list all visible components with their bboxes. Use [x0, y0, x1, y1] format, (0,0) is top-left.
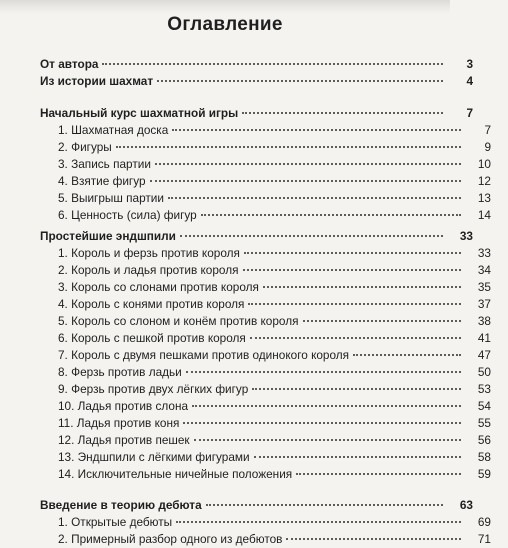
dot-leader	[183, 422, 461, 424]
toc-entry[interactable]	[0, 190, 508, 207]
dot-leader	[242, 112, 443, 114]
toc-entry-label: 11. Ладья против коня	[58, 416, 180, 430]
toc-entry-label: Из истории шахмат	[40, 74, 154, 88]
toc-page-number: 33	[459, 229, 473, 243]
dot-leader	[116, 146, 461, 148]
toc-entry[interactable]	[0, 466, 508, 483]
toc-entry[interactable]	[0, 296, 508, 313]
toc-entry[interactable]	[0, 207, 508, 224]
toc-page-number: 34	[477, 263, 491, 277]
dot-leader	[244, 252, 461, 254]
toc-entry-label: 2. Примерный разбор одного из дебютов	[58, 532, 283, 546]
toc-page-number: 12	[477, 174, 491, 188]
toc-entry[interactable]	[0, 262, 508, 279]
toc-section-simple-endgames[interactable]	[0, 228, 490, 245]
toc-entry[interactable]	[0, 156, 508, 173]
toc-page-number: 37	[477, 297, 491, 311]
dot-leader	[102, 63, 443, 65]
toc-page-number: 13	[477, 191, 491, 205]
toc-page-number: 10	[477, 157, 491, 171]
toc-entry[interactable]	[0, 122, 508, 139]
dot-leader	[172, 129, 461, 131]
dot-leader	[194, 439, 461, 441]
toc-page-number: 41	[477, 331, 491, 345]
toc-entry[interactable]	[0, 245, 508, 262]
dot-leader	[168, 197, 461, 199]
toc-entry-label: 9. Ферзь против двух лёгких фигур	[58, 382, 249, 396]
toc-page-number: 63	[459, 498, 473, 512]
toc-entry-label: 6. Ценность (сила) фигур	[58, 208, 197, 222]
toc-entry[interactable]	[0, 514, 508, 531]
toc-page-number: 33	[477, 246, 491, 260]
toc-page-number: 56	[477, 433, 491, 447]
toc-entry-label: 1. Открытые дебюты	[58, 515, 173, 529]
dot-leader	[286, 538, 461, 540]
previous-page-residue	[0, 0, 450, 14]
toc-entry[interactable]	[0, 381, 508, 398]
toc-entry-label: 5. Король со слоном и конём против короля	[58, 314, 299, 328]
toc-entry-label: 4. Король с конями против короля	[58, 297, 245, 311]
toc-entry-from-author[interactable]	[0, 56, 490, 73]
dot-leader	[180, 235, 443, 237]
toc-page-number: 3	[466, 57, 473, 71]
toc-page-number: 47	[477, 348, 491, 362]
toc-entry-label: 1. Король и ферзь против короля	[58, 246, 240, 260]
dot-leader	[192, 405, 461, 407]
toc-entry-label: 7. Король с двумя пешками против одинокого короля	[58, 348, 350, 362]
toc-page-number: 59	[477, 467, 491, 481]
dot-leader	[254, 456, 461, 458]
toc-page-number: 4	[466, 74, 473, 88]
toc-page-number: 55	[477, 416, 491, 430]
toc-entry[interactable]	[0, 432, 508, 449]
toc-entry-chess-history[interactable]	[0, 73, 490, 90]
toc-entry[interactable]	[0, 531, 508, 548]
toc-section-beginner-course[interactable]	[0, 105, 490, 122]
dot-leader	[150, 180, 461, 182]
dot-leader	[157, 80, 443, 82]
toc-entry[interactable]	[0, 415, 508, 432]
toc-section-opening-theory[interactable]	[0, 497, 490, 514]
toc-entry[interactable]	[0, 313, 508, 330]
dot-leader	[296, 473, 461, 475]
toc-entry[interactable]	[0, 139, 508, 156]
toc-entry-label: 12. Ладья против пешек	[58, 433, 190, 447]
toc-entry-label: 4. Взятие фигур	[58, 174, 146, 188]
toc-entry[interactable]	[0, 364, 508, 381]
dot-leader	[303, 320, 462, 322]
toc-entry-label: Простейшие эндшпили	[40, 229, 176, 243]
toc-entry-label: 10. Ладья против слона	[58, 399, 189, 413]
toc-page-number: 7	[466, 106, 473, 120]
toc-page-number: 71	[477, 532, 491, 546]
toc-page-number: 35	[477, 280, 491, 294]
toc-page-number: 50	[477, 365, 491, 379]
toc-page-number: 69	[477, 515, 491, 529]
toc-entry-label: 2. Король и ладья против короля	[58, 263, 239, 277]
dot-leader	[155, 163, 461, 165]
toc-entry-label: 3. Запись партии	[58, 157, 151, 171]
toc-entry-label: 6. Король с пешкой против короля	[58, 331, 246, 345]
dot-leader	[243, 269, 461, 271]
toc-entry-label: 3. Король со слонами против короля	[58, 280, 259, 294]
toc-page-number: 38	[477, 314, 491, 328]
toc-entry[interactable]	[0, 279, 508, 296]
toc-entry-label: От автора	[40, 57, 99, 71]
toc-page-number: 53	[477, 382, 491, 396]
toc-page-number: 9	[484, 140, 491, 154]
dot-leader	[186, 371, 461, 373]
toc-entry-label: 13. Эндшпили с лёгкими фигурами	[58, 450, 250, 464]
dot-leader	[201, 214, 461, 216]
toc-page-number: 14	[477, 208, 491, 222]
dot-leader	[176, 521, 461, 523]
toc-entry[interactable]	[0, 347, 508, 364]
toc-entry-label: 14. Исключительные ничейные положения	[58, 467, 293, 481]
dot-leader	[263, 286, 461, 288]
toc-entry-label: Начальный курс шахматной игры	[40, 106, 239, 120]
toc-entry[interactable]	[0, 173, 508, 190]
dot-leader	[248, 303, 461, 305]
dot-leader	[250, 337, 461, 339]
dot-leader	[252, 388, 461, 390]
dot-leader	[206, 504, 443, 506]
toc-entry-label: 5. Выигрыш партии	[58, 191, 164, 205]
toc-entry-label: 8. Ферзь против ладьи	[58, 365, 182, 379]
toc-entry[interactable]	[0, 449, 508, 466]
toc-page-number: 7	[484, 123, 491, 137]
toc-entry-label: 2. Фигуры	[58, 140, 112, 154]
toc-entry-label: 1. Шахматная доска	[58, 123, 169, 137]
page-title: Оглавление	[167, 14, 283, 35]
toc-entry[interactable]	[0, 398, 508, 415]
toc-page-number: 54	[477, 399, 491, 413]
toc-entry[interactable]	[0, 330, 508, 347]
toc-page-number: 58	[477, 450, 491, 464]
dot-leader	[353, 354, 461, 356]
toc-entry-label: Введение в теорию дебюта	[40, 498, 202, 512]
